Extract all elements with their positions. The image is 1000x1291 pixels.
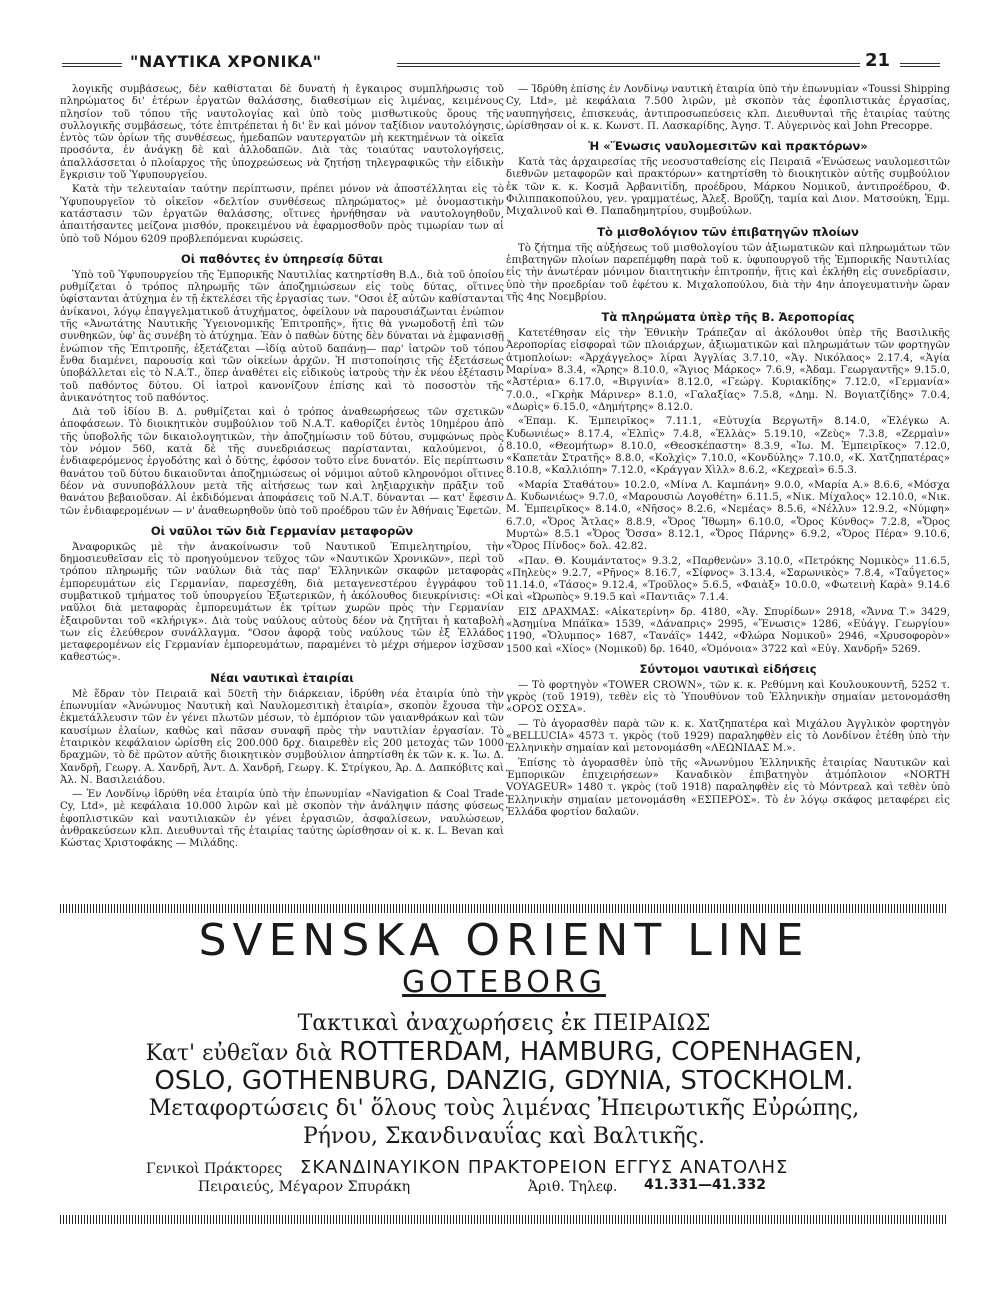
ad-ports-line-2: OSLO, GOTHENBURG, DANZIG, GDYNIA, STOCKHOLM. bbox=[154, 1066, 854, 1096]
header-rule-right bbox=[900, 63, 940, 67]
article-paragraph: — Ἐν Λονδίνῳ ἱδρύθη νέα ἑταιρία ὑπὸ τὴν ἐπωνυμίαν «Navigation & Coal Trade Cy, Ltd», μὲ κεφάλαια 10.000 λιρῶν καὶ μὲ σκοπὸν τὴν ἀνάληψιν πάσης φύσεως ἐφοπλιστικῶν καὶ ναυτιλιακῶν ἐν γένει ἐργασιῶν, ἀσφαλίσεων, ναυλώσεων, ἀνθρακεύσεων κλπ. Διευθυνταὶ τῆς ἑταιρίας ταύτης ὡρίσθησαν οἱ κ. κ. L. Bevan καὶ Κώστας Χριστοφάκης — Μιλάδης. bbox=[60, 789, 504, 850]
article-paragraph: Κατὰ τὴν τελευταίαν ταύτην περίπτωσιν, πρέπει μόνον νὰ ἀποστέλληται εἰς τὸ Ὑφυπουργεῖον τὸ οἰκεῖον «δελτίον συνθέσεως πληρώματος» μὲ ὀνομαστικὴν κατάστασιν τῶν ἐργατῶν θαλάσσης, οἵτινες ἠρνήθησαν νὰ ναυτολογηθοῦν, ἀπαιτήσαντες μείζονα μισθόν, προκειμένου νὰ ἐφαρμοσθοῦν πρὸς τιμωρίαν των αἱ ὑπὸ τοῦ Νόμου 6209 προβλεπόμεναι κυρώσεις. bbox=[60, 184, 504, 245]
article-paragraph: Ὑπὸ τοῦ Ὑφυπουργείου τῆς Ἐμπορικῆς Ναυτιλίας κατηρτίσθη Β.Δ., διὰ τοῦ ὁποίου ρυθμίζεται ὁ τρόπος πληρωμῆς τῶν ἀποζημιώσεων εἰς τοὺς δύτας, οἵτινες ὑφίστανται ἀτύχημα ἐν τῇ ἐκτελέσει τῆς ἐργασίας των. "Οσοι ἐξ αὐτῶν καθίστανται ἀνίκανοι, λόγῳ ἐπαγγελματικοῦ ἀτυχήματος, ὀφείλουν νὰ παρουσιάζωνται ἐνώπιον τῆς «Ἀνωτάτης Ναυτικῆς Ὑγειονομικῆς Ἐπιτροπῆς», ἥτις θὰ γνωμοδοτῇ ἐπὶ τῶν συνθηκῶν, ὑφ' ἃς συνέβη τὸ ἀτύχημα. Ἐὰν ὁ παθὼν δύτης δὲν δύναται νὰ ἐμφανισθῇ ἐνώπιον τῆς Ἐπιτροπῆς, ἐξετάζεται —ἰδίᾳ αὐτοῦ δαπάνῃ— παρ' ἰατρῶν τοῦ τόπου ἔνθα διαμένει, παρουσίᾳ καὶ τῶν οἰκείων ἀρχῶν. Ἡ πιστοποίησις τῆς ἐξετάσεως ὑποβάλλεται εἰς τὸ Ν.Α.Τ., ὅπερ ἀναθέτει εἰς εἰδικοὺς ἰατροὺς τὴν ἐκ νέου ἐξέτασιν τοῦ παθόντος δύτου. Οἱ ἰατροὶ κανονίζουν ἐπίσης καὶ τὸ ποσοστὸν τῆς ἀνικανότητος τοῦ παθόντος. bbox=[60, 269, 504, 404]
article-paragraph: Κατὰ τὰς ἀρχαιρεσίας τῆς νεοσυσταθείσης εἰς Πειραιᾶ «Ἑνώσεως ναυλομεσιτῶν διεθνῶν μεταφορῶν καὶ πρακτόρων» κατηρτίσθη τὸ διοικητικὸν αὐτῆς συμβούλιον ἐκ τῶν κ. κ. Κοσμᾶ Ἀρβανιτίδη, προέδρου, Μάρκου Νομικοῦ, ἀντιπροέδρου, Φ. Φιλιππακοπούλου, γεν. γραμματέως, Ἀλεξ. Βροῦζη, ταμία καὶ Διον. Ματσούκη, Ἐμμ. Μιχαλινοῦ καὶ Θ. Παπαδημητρίου, συμβούλων. bbox=[506, 157, 950, 218]
article-paragraph: «Ἐπαμ. Κ. Ἐμπειρῖκος» 7.11.1, «Εὐτυχία Βεργωτῆ» 8.14.0, «Ἐλέγκω Α. Κυδωνιέως» 8.17.4, «Ἐλπὶς» 7.4.8, «Ἑλλὰς» 5.19.10, «Ζεὺς» 7.3.8, «Ζερμαὶν» 8.10.0, «Θεομήτωρ» 8.10.0, «Θεοσκέπαστη» 8.3.9, «Ἰω. Μ. Ἐμπειρῖκος» 7.12.0, «Καπετὰν Στρατῆς» 8.8.0, «Κολχὶς» 7.10.0, «Κονδύλης» 7.10.0, «Κ. Χατζηπατέρας» 8.10.8, «Καλλιόπη» 7.12.0, «Κράγγαν Χὶλλ» 8.6.2, «Κεχρεαὶ» 6.5.3. bbox=[506, 416, 950, 477]
ad-phone-label: Ἀριθ. Τηλεφ. bbox=[528, 1179, 618, 1195]
ad-direct-line bbox=[60, 1039, 948, 1067]
publication-title: "ΝΑΥΤΙΚΑ ΧΡΟΝΙΚΑ" bbox=[130, 52, 322, 71]
article-heading: Οἱ παθόντες ἐν ὑπηρεσίᾳ δῦται bbox=[180, 251, 384, 266]
article-paragraph: Διὰ τοῦ ἰδίου Β. Δ. ρυθμίζεται καὶ ὁ τρόπος ἀναθεωρήσεως τῶν σχετικῶν ἀποφάσεων. Τὸ διοικητικὸν συμβούλιον τοῦ Ν.Α.Τ. καθορίζει ἐντὸς 10ημέρου ἀπὸ τῆς ὑποβολῆς τῶν δικαιολογητικῶν, τὴν ἀποζημίωσιν τοῦ δύτου, συμφώνως πρὸς τὸν νόμον 560, κατὰ δὲ τῆς συνεδριάσεως παρίστανται, καλούμενοι, ὁ ἐνδιαφερόμενος ἐργοδότης καὶ ὁ δύτης, ἐφόσον τοῦτο εἶνε δυνατόν. Εἰς περίπτωσιν θανάτου τοῦ δύτου δικαιοῦνται ἀποζημιώσεως οἱ νόμιμοι αὐτοῦ κληρονόμοι οἵτινες δέον νὰ συνυποβάλλουν μετὰ τῆς αἰτήσεως των καὶ ληξιαρχικὴν πρᾶξιν τοῦ θανάτου βεβαιοῦσαν. Αἱ ἐκδιδόμεναι ἀποφάσεις τοῦ Ν.Α.Τ. δύνανται — κατ' ἔφεσιν τῶν ἐνδιαφερομένων — ν' ἀναθεωρηθοῦν ὑπὸ τοῦ προέδρου τῶν ἐν Ἀθήναις Ἐφετῶν. bbox=[60, 407, 504, 517]
article-paragraph: — Τὸ ἀγορασθὲν παρὰ τῶν κ. κ. Χατζηπατέρα καὶ Μιχάλου Ἀγγλικὸν φορτηγὸν «BELLUCIA» 4573 τ. γκρὸς (τοῦ 1929) παραληφθὲν εἰς τὸ Λονδίνον ἐτέθη ὑπὸ τὴν Ἑλληνικὴν σημαίαν καὶ μετονομάσθη «ΛΕΩΝΙΔΑΣ Μ.». bbox=[506, 718, 950, 755]
ad-transshipment-line: Μεταφορτώσεις δι' ὅλους τοὺς λιμένας Ἠπειρωτικῆς Εὐρώπης, bbox=[148, 1096, 860, 1121]
right-column bbox=[506, 84, 950, 904]
article-paragraph: Ἀναφορικῶς μὲ τὴν ἀνακοίνωσιν τοῦ Ναυτικοῦ Ἐπιμελητηρίου, τὴν δημοσιευθεῖσαν εἰς τὸ προηγούμενον τεῦχος τῶν «Ναυτικῶν Χρονικῶν», περὶ τοῦ τρόπου πληρωμῆς τῶν ναύλων διὰ τὰς παρ' Ἑλληνικῶν σκαφῶν μεταφορὰς ἐμπορευμάτων εἰς Γερμανίαν, παρεσχέθη, διὰ μεταγενεστέρου ἐγγράφου τοῦ συμβατικοῦ τμήματος τοῦ ὑπουργείου Ἐξωτερικῶν, ἡ ἀκόλουθος διευκρίνισις: «Οἱ ναῦλοι διὰ μεταφορὰς ἐμπορευμάτων ἐκ τρίτων χωρῶν πρὸς τὴν Γερμανίαν ἐξαιροῦνται τοῦ «κλήριγκ». Διὰ τοὺς ναύλους αὐτοὺς δέον νὰ ζητῆται ἡ καταβολὴ των εἰς ἐλεύθερον συνάλλαγμα. "Οσον ἀφορᾷ τοὺς ναύλους τῶν ἐξ Ἑλλάδος μεταφερομένων εἰς Γερμανίαν ἐμπορευμάτων, παραμένει τὸ μέχρι σήμερον ἰσχῦσαν καθεστώς». bbox=[60, 541, 504, 664]
ad-border-bottom bbox=[60, 1215, 948, 1224]
ad-phone-number: 41.331—41.332 bbox=[644, 1177, 767, 1193]
shipping-advertisement bbox=[60, 904, 948, 1224]
ad-ports-line-1: ROTTERDAM, HAMBURG, COPENHAGEN, bbox=[339, 1037, 863, 1067]
ad-border-top bbox=[60, 904, 948, 913]
article-paragraph: ΕΙΣ ΔΡΑΧΜΑΣ: «Αἰκατερίνη» δρ. 4180, «Ἁγ. Σπυρίδων» 2918, «Ἄννα Τ.» 3429, «Ἀσημίνα Μπάϊκα» 1539, «Δάναπρις» 2995, «Ἔνωσις» 1286, «Εὐάγγ. Γεωργίου» 1190, «Ὄλυμπος» 1687, «Τανάϊς» 1442, «Φλώρα Νομικοῦ» 2946, «Χρυσοφορὸν» 1500 καὶ «Χίος» (Νομικοῦ) δρ. 1640, «Ὁμόνοια» 3722 καὶ «Εὐγ. Χανδρῆ» 5269. bbox=[506, 606, 950, 655]
ad-agents-block bbox=[60, 1157, 948, 1197]
ad-agents-label: Γενικοὶ Πράκτορες bbox=[146, 1161, 283, 1177]
ad-agents-address: Πειραιεύς, Μέγαρον Σπυράκη bbox=[198, 1179, 411, 1195]
article-paragraph: «Παν. Θ. Κουμάντατος» 9.3.2, «Παρθενὼν» 3.10.0, «Πετρόκης Νομικὸς» 11.6.5, «Πηλεὺς» 9.2.7, «Ρῆνος» 8.16.7, «Σίφνος» 3.13.4, «Σαρωνικὸς» 7.8.4, «Ταΰγετος» 11.14.0, «Τάσος» 9.12.4, «Τροῦλος» 5.6.5, «Φαιὰξ» 10.0.0, «Φωτεινὴ Καρὰ» 9.14.6 καὶ «Ὠρωπὸς» 9.19.5 καὶ «Παντιᾶς» 7.1.4. bbox=[506, 555, 950, 604]
ad-company-name: SVENSKA ORIENT LINE bbox=[198, 915, 810, 966]
ad-regions-line: Ρήνου, Σκανδιναυΐας καὶ Βαλτικῆς. bbox=[302, 1124, 705, 1149]
page-number: 21 bbox=[864, 50, 890, 71]
page-header bbox=[62, 52, 940, 76]
article-paragraph: Τὸ ζήτημα τῆς αὐξήσεως τοῦ μισθολογίου τῶν ἀξιωματικῶν καὶ πληρωμάτων τῶν ἐπιβατηγῶν πλοίων παρεπέμφθη παρὰ τοῦ κ. ὑφυπουργοῦ τῆς Ἐμπορικῆς Ναυτιλίας εἰς τὴν ἀνωτέραν μόνιμον διαιτητικὴν ἐπιτροπήν, ἥτις καὶ ἐκλήθη εἰς συνεδρίασιν, ὑπὸ τὴν προεδρίαν τοῦ ἐφέτου κ. Μιχαλοπούλου, διὰ τὴν 4ην ἀπογευματινὴν ὥραν τῆς 4ης Νοεμβρίου. bbox=[506, 242, 950, 303]
article-paragraph: «Μαρία Σταθάτου» 10.2.0, «Μίνα Λ. Καμπάνη» 9.0.0, «Μαρία Α.» 8.6.6, «Μόσχα Δ. Κυδωνιέως» 9.7.0, «Μαρουσιὼ Λογοθέτη» 6.11.5, «Νικ. Μίχαλος» 12.10.0, «Νικ. Μ. Ἐμπειρῖκος» 8.14.0, «Νῆσος» 8.2.6, «Νεμέας» 8.5.6, «Νέλλυ» 12.9.2, «Νύμφη» 6.7.0, «Ὄρος Ἄτλας» 8.8.9, «Ὄρος Ἴθωμη» 6.10.0, «Ὄρος Κύνθος» 7.2.8, «Ὄρος Μυρτὼ» 8.5.1 «Ὄρος Ὄσσα» 8.12.1, «Ὄρος Πάρνης» 6.9.2, «Ὄρος Πέρα» 9.10.6, «Ὄρος Πίνδος» δολ. 42.82. bbox=[506, 479, 950, 553]
ad-city: GOTEBORG bbox=[402, 965, 606, 1000]
article-paragraph: λογικῆς συμβάσεως, δὲν καθίσταται δὲ δυνατὴ ἡ ἔγκαιρος συμπλήρωσις τοῦ πληρώματος δι' ἑτέρων ἐργατῶν θαλάσσης, διαθεσίμων εἰς λιμένας, κειμένους πλησίον τοῦ τόπου τῆς ναυτολογίας καὶ ὑπὸ τοὺς μισθωτικοὺς ὅρους τῆς συλλογικῆς συμβάσεως, τότε ἐπιτρέπεται ἡ δι' ἓν καὶ μόνον ταξίδιον ναυτολόγησις, ἐντὸς τῶν ὁρίων τῆς συνθέσεως, ἡμεδαπῶν ναυτεργατῶν μὴ κεκτημένων τὰ οἰκεῖα προσόντα, ἐν ἀνάγκῃ δὲ καὶ ἀλλοδαπῶν. Διὰ τὰς τοιαύτας ναυτολογήσεις, ἀπαλλάσσεται ὁ πλοίαρχος τῆς ὑποχρεώσεως νὰ ζητήσῃ τηλεγραφικῶς τὴν εἰδικὴν ἔγκρισιν τοῦ Ὑφυπουργείου. bbox=[60, 84, 504, 182]
header-rule-middle bbox=[397, 63, 860, 67]
article-heading: Τὸ μισθολόγιον τῶν ἐπιβατηγῶν πλοίων bbox=[597, 224, 859, 239]
article-heading: Νέαι ναυτικαὶ ἑταιρίαι bbox=[210, 670, 354, 685]
article-heading: Ἡ «Ἕνωσις ναυλομεσιτῶν καὶ πρακτόρων» bbox=[588, 139, 868, 154]
left-column bbox=[60, 84, 504, 904]
article-heading: Τὰ πληρώματα ὑπὲρ τῆς Β. Ἀεροπορίας bbox=[601, 310, 855, 325]
article-paragraph: Κατετέθησαν εἰς τὴν Ἐθνικὴν Τράπεζαν αἱ ἀκόλουθοι ὑπὲρ τῆς Βασιλικῆς Ἀεροπορίας εἰσφοραὶ τῶν πλοιάρχων, ἀξιωματικῶν καὶ πληρωμάτων τῶν φορτηγῶν ἀτμοπλοίων: «Ἀρχάγγελος» λίραι Ἀγγλίας 3.7.10, «Ἁγ. Νικόλαος» 2.17.4, «Ἁγία Μαρίνα» 8.3.4, «Ἄρης» 8.10.0, «Ἅγιος Μάρκος» 7.6.9, «Ἀδαμ. Γεωργαντῆς» 9.15.0, «Ἀστέρια» 6.17.0, «Βιργινία» 8.12.0, «Γεώργ. Κυριακίδης» 7.12.0, «Γερμανία» 7.0.0., «Γκρὴκ Μάρινερ» 8.1.0, «Γαλαξίας» 7.5.8, «Δημ. Ν. Βογιατζίδης» 7.0.4, «Δωρὶς» 6.15.0, «Δημήτρης» 8.12.0. bbox=[506, 328, 950, 413]
article-paragraph: Μὲ ἕδραν τὸν Πειραιᾶ καὶ 50ετῆ τὴν διάρκειαν, ἱδρύθη νέα ἑταιρία ὑπὸ τὴν ἐπωνυμίαν «Ἀνώνυμος Ναυτικὴ καὶ Ναυλομεσιτικὴ ἑταιρία», σκοπὸν ἔχουσα τὴν ἐκμετάλλευσιν τῶν ἐν γένει πλωτῶν μέσων, τὸ ἐμπόριον τῶν γαιανθράκων καὶ τῶν καυσίμων ἐλαίων, καθὼς καὶ πᾶσαν συναφῆ πρὸς τὴν ναυτιλίαν ἐργασίαν. Τὸ ἑταιρικὸν κεφάλαιον ὡρίσθη εἰς 200.000 δρχ. διαιρεθὲν εἰς 200 μετοχὰς τῶν 1000 δραχμῶν, τὸ δὲ πρῶτον αὐτῆς διοικητικὸν συμβούλιον ἀπηρτίσθη ἐκ τῶν κ. κ. Ἰω. Δ. Χανδρῆ, Γεωργ. Α. Χανδρῆ, Ἀντ. Δ. Χανδρῆ, Γεωργ. Κ. Στρίγκου, Ἀρ. Δ. Δαπκόβιτς καὶ Ἀλ. Ν. Βασιλειάδου. bbox=[60, 688, 504, 786]
article-paragraph: Ἐπίσης τὸ ἀγορασθὲν ὑπὸ τῆς «Ἀνωνύμου Ἑλληνικῆς ἑταιρίας Ναυτικῶν καὶ Ἐμπορικῶν ἐπιχειρήσεων» Καναδικὸν ἐπιβατηγὸν ἀτμόπλοιον «NORTH VOYAGEUR» 1480 τ. γκρὸς (τοῦ 1918) παραληφθὲν εἰς τὸ Μόντρεαλ καὶ τεθὲν ὑπὸ Ἑλληνικὴν σημαίαν μετονομάσθη «ΕΣΠΕΡΟΣ». Τὸ ἐν λόγῳ σκάφος μεταφέρει εἰς Ἑλλάδα φορτίον δαλαῶν. bbox=[506, 757, 950, 818]
ad-direct-prefix: Κατ' εὐθεῖαν διὰ bbox=[145, 1041, 333, 1066]
article-heading: Οἱ ναῦλοι τῶν διὰ Γερμανίαν μεταφορῶν bbox=[150, 523, 414, 538]
article-heading: Σύντομοι ναυτικαὶ εἰδήσεις bbox=[639, 661, 817, 676]
article-paragraph: — Τὸ φορτηγὸν «TOWER CROWN», τῶν κ. κ. Ρεθύμνη καὶ Κουλουκουντῆ, 5252 τ. γκρὸς (τοῦ 1919), τεθὲν εἰς τὸ Ὑπουθύνον τοῦ Ἑλληνικὴν σημαίαν μετονομάσθη «ΟΡΟΣ ΟΣΣΑ». bbox=[506, 679, 950, 716]
article-paragraph: — Ἱδρύθη ἐπίσης ἐν Λονδίνῳ ναυτικὴ ἑταιρία ὑπὸ τὴν ἐπωνυμίαν «Toussi Shipping Cy, Ltd», μὲ κεφάλαια 7.500 λιρῶν, μὲ σκοπὸν τὰς ἐφοπλιστικὰς ἐργασίας, ναυπηγήσεις, ἐπισκευάς, ἀντιπροσωπεύσεις κλπ. Διευθυνταὶ τῆς ἑταιρίας ταύτης ὡρίσθησαν οἱ κ. κ. Κωνστ. Π. Λασκαρίδης, Ἀγησ. Τ. Αὐγερινὸς καὶ John Precoppe. bbox=[506, 84, 950, 132]
header-rule-left bbox=[62, 63, 122, 67]
ad-agents-name: ΣΚΑΝΔΙΝΑΥΙΚΟΝ ΠΡΑΚΤΟΡΕΙΟΝ ΕΓΓΥΣ ΑΝΑΤΟΛΗΣ bbox=[300, 1157, 789, 1178]
ad-departures-line: Τακτικαὶ ἀναχωρήσεις ἐκ ΠΕΙΡΑΙΩΣ bbox=[297, 1011, 711, 1036]
